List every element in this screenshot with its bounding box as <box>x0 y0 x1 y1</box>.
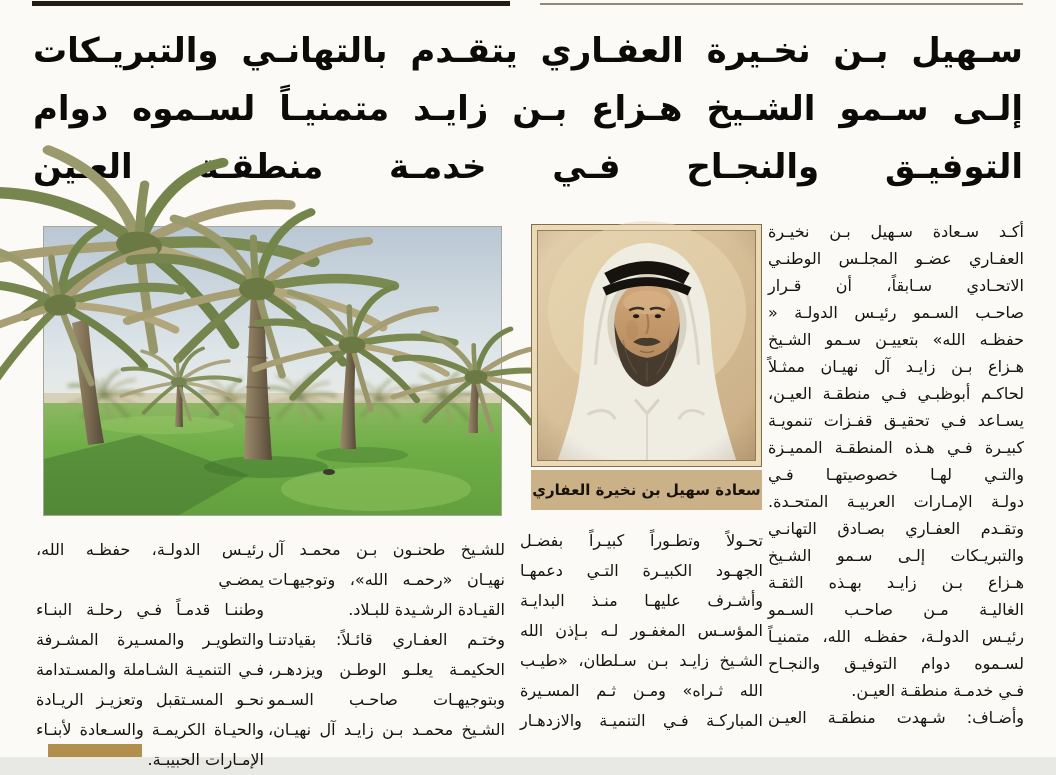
text-line: وأضـاف: شـهدت منطقـة العيـن <box>768 708 1024 727</box>
text-line: لسـموه دوام التوفيـق والنجـاح <box>768 654 1024 673</box>
text-line: سـهيل بـن نخـيرة العفـاري يتقـدم بالتهانـي والتبريـكات <box>33 31 1023 71</box>
text-line: رئيـس الدولـة، حفظـه الله، يمضـي <box>36 540 264 589</box>
portrait-photo-frame <box>531 224 762 467</box>
palm-grove-photo <box>43 226 502 516</box>
body-column-middle <box>520 526 763 736</box>
text-line: والحيـاة الكريمـة والسـعادة لأبنـاء <box>36 720 264 739</box>
portrait-caption: سعادة سهيل بن نخيرة العفاري <box>531 470 762 510</box>
text-line: الشـيخ زايـد بـن سـلطان، «طيـب <box>520 651 763 670</box>
body-column-far-left <box>36 535 264 775</box>
text-line: لحاكـم أبوظبـي فـي منطقـة العيـن، <box>768 384 1024 403</box>
text-line: الجهـود الكبيـرة التـي دعمهـا <box>520 561 763 580</box>
text-line: صاحـب السـمو رئيـس الدولـة « <box>768 303 1024 322</box>
article-headline <box>33 22 1023 196</box>
text-line: الاتحـادي سـابقاً، أن قـرار <box>768 276 1024 295</box>
text-line: فـي خدمـة منطقـة العيـن. <box>851 681 1024 700</box>
text-line: وبتوجيهـات صاحـب السـمو <box>268 690 505 709</box>
text-line: وطننـا قدمـاً فـي رحلـة البنـاء <box>36 600 264 619</box>
text-line: فـي التنميـة الشـاملة والمسـتدامة <box>36 660 264 679</box>
corner-tag <box>48 744 142 757</box>
text-line: المباركـة فـي التنميـة والازدهـار <box>520 711 763 730</box>
text-line: الله ثـراه» ومـن ثـم المسـيرة <box>520 681 763 700</box>
text-line: العفـاري عضـو المجلـس الوطنـي <box>768 249 1024 268</box>
text-line: إلـى سـمو الشـيخ هـزاع بـن زايـد متمنيـاً لسـموه دوام <box>33 89 1023 129</box>
text-line: رئيـس الدولـة، حفظـه الله، متمنيـاً <box>768 627 1024 646</box>
text-line: دولـة الإمـارات العربيـة المتحـدة. <box>768 492 1024 511</box>
text-line: والتـي لهـا خصوصيتهـا فـي <box>768 465 1024 484</box>
text-line: يسـاعد فـي تحقيـق قفـزات تنمويـة <box>768 411 1024 430</box>
text-line: وأشـرف عليهـا منـذ البدايـة <box>520 591 763 610</box>
top-rule-left <box>32 1 510 6</box>
text-line: التوفيـق والنجـاح فـي خدمـة منطقـة العـين <box>33 147 1023 187</box>
text-line: وختـم العفـاري قائـلاً: بقيادتنـا <box>268 630 505 649</box>
text-line: والتبريـكات إلـى سـمو الشـيخ <box>768 546 1024 565</box>
text-line: وتقـدم العفـاري بصـادق التهانـي <box>768 519 1024 538</box>
text-line: والتطويـر والمسـيرة المشـرفة <box>36 630 264 649</box>
text-line: القيـادة الرشـيدة للبـلاد. <box>348 600 505 619</box>
body-column-inner-left <box>268 535 505 745</box>
palm-grove-illustration <box>44 227 501 515</box>
top-rule-right <box>540 3 1023 5</box>
text-line: الإمـارات الحبيبـة. <box>147 750 264 769</box>
body-column-right <box>768 218 1024 731</box>
text-line: أكـد سـعادة سـهيل بـن نخيـرة <box>768 222 1024 241</box>
text-line: الشـيخ محمـد بـن زايـد آل نهيـان، <box>268 720 505 739</box>
text-line: كبيـرة فـي هـذه المنطقـة المميـزة <box>768 438 1024 457</box>
text-line: الحكيمـة يعلـو الوطـن ويزدهـر، <box>268 660 505 679</box>
official-portrait-photo <box>537 230 756 461</box>
portrait-illustration <box>538 231 755 460</box>
text-line: تحـولاً وتطـوراً كبيـراً بفضـل <box>520 531 763 550</box>
text-line: الغاليـة مـن صاحـب السـمو <box>768 600 1024 619</box>
text-line: نهيـان «رحمـه الله»، وتوجيهـات <box>268 570 505 589</box>
text-line: هـزاع بـن زايـد بهـذه الثقـة <box>768 573 1024 592</box>
text-line: للشـيخ طحنـون بـن محمـد آل <box>268 540 505 559</box>
text-line: المؤسـس المغفـور لـه بـإذن الله <box>520 621 763 640</box>
text-line: نحـو المسـتقبل وتعزيـز الريـادة <box>36 690 264 709</box>
text-line: حفظـه الله» بتعييـن سـمو الشـيخ <box>768 330 1024 349</box>
text-line: هـزاع بـن زايـد آل نهيـان ممثـلاً <box>768 357 1024 376</box>
